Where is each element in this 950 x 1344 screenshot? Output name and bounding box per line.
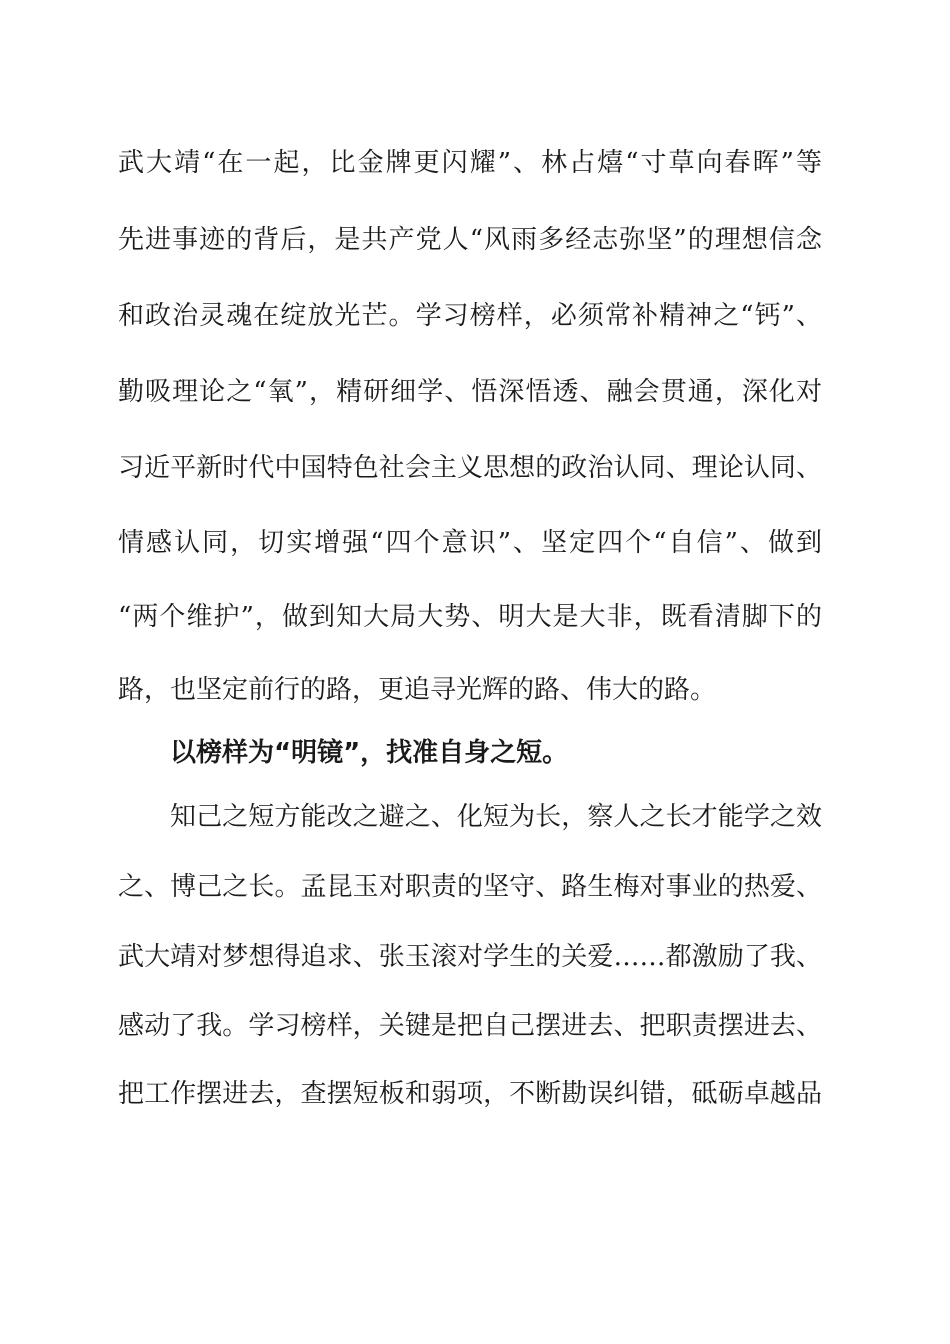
paragraph-1-line-7: “两个维护”，做到知大局大势、明大是大非，既看清脚下的 [118,602,822,632]
paragraph-1-line-1: 武大靖“在一起，比金牌更闪耀”、林占熺“寸草向春晖”等 [118,148,822,178]
paragraph-1-line-4: 勤吸理论之“氧”，精研细学、悟深悟透、融会贯通，深化对 [118,377,822,407]
paragraph-1-line-2: 先进事迹的背后，是共产党人“风雨多经志弥坚”的理想信念 [118,225,822,255]
paragraph-2-line-4: 感动了我。学习榜样，关键是把自己摆进去、把职责摆进去、 [118,1011,822,1041]
paragraph-2-line-2: 之、博己之长。孟昆玉对职责的坚守、路生梅对事业的热爱、 [118,872,822,902]
paragraph-1-line-8: 路，也坚定前行的路，更追寻光辉的路、伟大的路。 [118,675,717,705]
paragraph-2-line-3: 武大靖对梦想得追求、张玉滚对学生的关爱……都激励了我、 [118,942,822,972]
paragraph-2-line-1: 知己之短方能改之避之、化短为长，察人之长才能学之效 [170,802,822,832]
paragraph-1-line-5: 习近平新时代中国特色社会主义思想的政治认同、理论认同、 [118,453,822,483]
section-heading: 以榜样为“明镜”，找准自身之短。 [170,738,569,768]
paragraph-2-line-5: 把工作摆进去，查摆短板和弱项，不断勘误纠错，砥砺卓越品 [118,1079,822,1109]
paragraph-1-line-3: 和政治灵魂在绽放光芒。学习榜样，必须常补精神之“钙”、 [118,301,822,331]
paragraph-1-line-6: 情感认同，切实增强“四个意识”、坚定四个“自信”、做到 [118,528,822,558]
